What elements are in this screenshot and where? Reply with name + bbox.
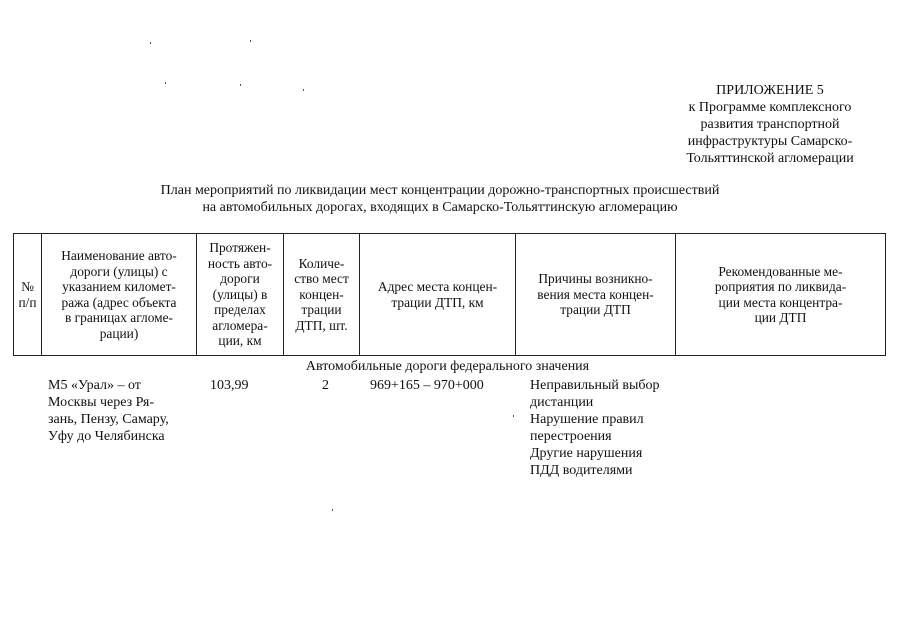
scan-speck <box>513 415 514 417</box>
row-length: 103,99 <box>210 378 249 393</box>
road-line: зань, Пензу, Самару, <box>48 412 169 427</box>
header-count: Количе- ство мест концен- трации ДТП, шт. <box>284 234 360 356</box>
cause-line: Нарушение правил <box>530 412 644 427</box>
cause-line: дистанции <box>530 395 594 410</box>
title-line: План мероприятий по ликвидации мест концентрации дорожно-транспортных происшествий <box>160 183 720 198</box>
measures-table-header <box>13 233 886 356</box>
header-number: № п/п <box>14 234 42 356</box>
cause-line: Другие нарушения <box>530 446 643 461</box>
header-measures: Рекомендованные ме- роприятия по ликвида- ции места концентра- ции ДТП <box>676 234 886 356</box>
road-line: Уфу до Челябинска <box>48 429 165 444</box>
header-road-name: Наименование авто- дороги (улицы) с указанием километ- ража (адрес объекта в границах агломе- рации) <box>42 234 197 356</box>
appendix-line: ПРИЛОЖЕНИЕ 5 <box>716 83 824 98</box>
scan-speck <box>332 509 333 511</box>
road-line: Москвы через Ря- <box>48 395 155 410</box>
scan-speck <box>303 89 304 91</box>
appendix-line: развития транспортной <box>700 117 840 132</box>
cause-line: ПДД водителями <box>530 463 633 478</box>
header-causes: Причины возникно- вения места концен- трации ДТП <box>516 234 676 356</box>
appendix-line: инфраструктуры Самарско- <box>687 134 853 149</box>
row-address: 969+165 – 970+000 <box>370 378 484 393</box>
section-title: Автомобильные дороги федерального значения <box>305 359 590 374</box>
header-length: Протяжен- ность авто- дороги (улицы) в пределах агломера- ции, км <box>197 234 284 356</box>
header-address: Адрес места концен- трации ДТП, км <box>360 234 516 356</box>
document-title <box>60 182 820 216</box>
row-count: 2 <box>322 378 329 393</box>
cause-line: перестроения <box>530 429 612 444</box>
title-line: на автомобильных дорогах, входящих в Самарско-Тольяттинскую агломерацию <box>202 200 678 215</box>
cause-line: Неправильный выбор <box>530 378 660 393</box>
row-road-name <box>48 377 169 445</box>
appendix-line: к Программе комплексного <box>688 100 852 115</box>
row-causes <box>530 377 660 479</box>
scan-speck <box>250 40 251 42</box>
appendix-heading <box>650 82 890 167</box>
scan-speck <box>150 42 151 44</box>
appendix-line: Тольяттинской агломерации <box>686 151 854 166</box>
scan-speck <box>165 82 166 84</box>
road-line: М5 «Урал» – от <box>48 378 141 393</box>
scan-speck <box>240 84 241 86</box>
